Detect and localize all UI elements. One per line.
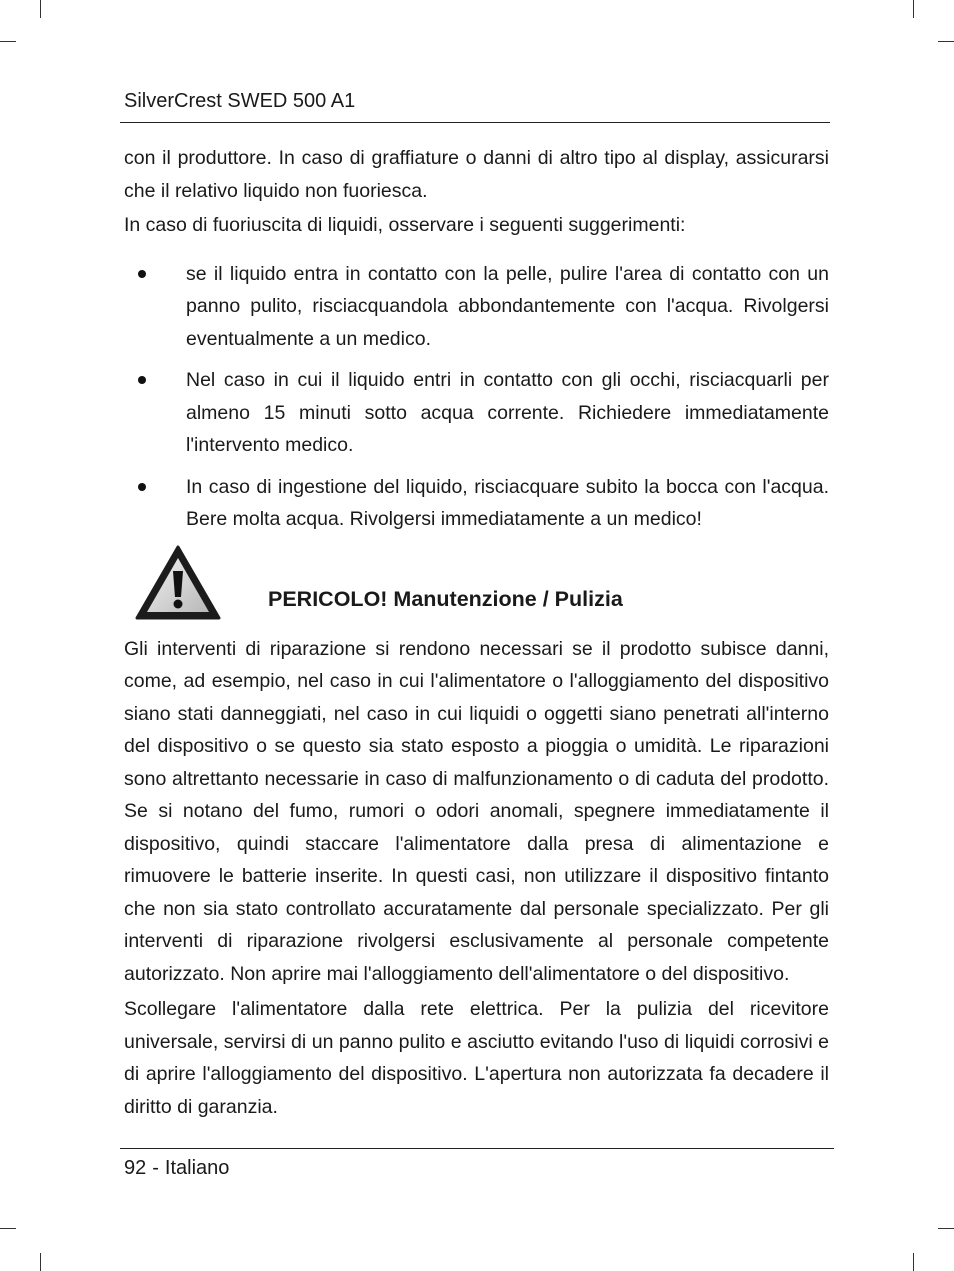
crop-mark — [0, 1228, 16, 1229]
crop-mark — [40, 1253, 41, 1271]
footer-language: Italiano — [164, 1157, 230, 1179]
repair-paragraph: Gli interventi di riparazione si rendono necessari se il prodotto subisce danni, come, ad esempio, nel caso in cui l'alimentatore o l'alloggiamento del dispositivo siano stati danneggiati, nel caso in cui liquidi o oggetti siano penetrati all'interno del dispositivo o se questo sia stato esposto a pioggia o umidità. Le riparazioni sono altrettanto necessarie in caso di malfunzionamento o di caduta del prodotto. Se si notano del fumo, rumori o odori anomali, spegnere immediatamente il dispositivo, quindi staccare l'alimentatore dalla presa di alimentazione e rimuovere le batterie inserite. In questi casi, non utilizzare il dispositivo fintanto che non sia stato controllato accuratamente dal personale specializzato. Per gli interventi di riparazione rivolgersi esclusivamente al personale competente autorizzato. Non aprire mai l'alloggiamento dell'alimentatore o del dispositivo. — [124, 637, 829, 985]
list-item — [124, 471, 829, 536]
crop-mark — [40, 0, 41, 18]
list-item-text: Nel caso in cui il liquido entri in contatto con gli occhi, risciacquarli per almeno 15 minuti sotto acqua corrente. Richiedere immediatamente l'intervento medico. — [186, 369, 829, 456]
crop-mark — [913, 0, 914, 18]
warning-triangle-icon — [135, 545, 221, 621]
footer-separator: - — [152, 1157, 159, 1179]
bullet-icon — [138, 376, 146, 384]
crop-mark — [0, 41, 16, 42]
cleaning-paragraph: Scollegare l'alimentatore dalla rete elettrica. Per la pulizia del ricevitore universale, servirsi di un panno pulito e asciutto evitando l'uso di liquidi corrosivi e di aprire l'alloggiamento del dispositivo. L'apertura non autorizzata fa decadere il diritto di garanzia. — [124, 998, 829, 1118]
bullet-icon — [138, 483, 146, 491]
page-header-title: SilverCrest SWED 500 A1 — [124, 90, 356, 112]
intro-paragraph: con il produttore. In caso di graffiature o danni di altro tipo al display, assicurarsi che il relativo liquido non fuoriesca. — [124, 147, 829, 202]
list-item-text: se il liquido entra in contatto con la pelle, pulire l'area di contatto con un panno pulito, risciacquandola abbondantemente con l'acqua. Rivolgersi eventualmente a un medico. — [186, 262, 829, 350]
crop-mark — [938, 1228, 954, 1229]
intro-instructions: In caso di fuoriuscita di liquidi, osservare i seguenti suggerimenti: — [124, 214, 686, 236]
crop-mark — [913, 1253, 914, 1271]
page-content — [124, 142, 829, 1123]
warning-title: PERICOLO! Manutenzione / Pulizia — [268, 586, 623, 611]
list-item-text: In caso di ingestione del liquido, risciacquare subito la bocca con l'acqua. Bere molta acqua. Rivolgersi immediatamente a un medico! — [186, 475, 829, 530]
list-item — [124, 364, 829, 462]
warning-heading — [124, 545, 829, 633]
page-number: 92 — [124, 1157, 147, 1179]
page-footer — [124, 1156, 229, 1180]
liquid-advice-list — [124, 258, 829, 536]
list-item — [124, 258, 829, 356]
header-rule — [120, 122, 830, 123]
footer-rule — [120, 1148, 834, 1149]
bullet-icon — [138, 270, 146, 278]
crop-mark — [938, 41, 954, 42]
